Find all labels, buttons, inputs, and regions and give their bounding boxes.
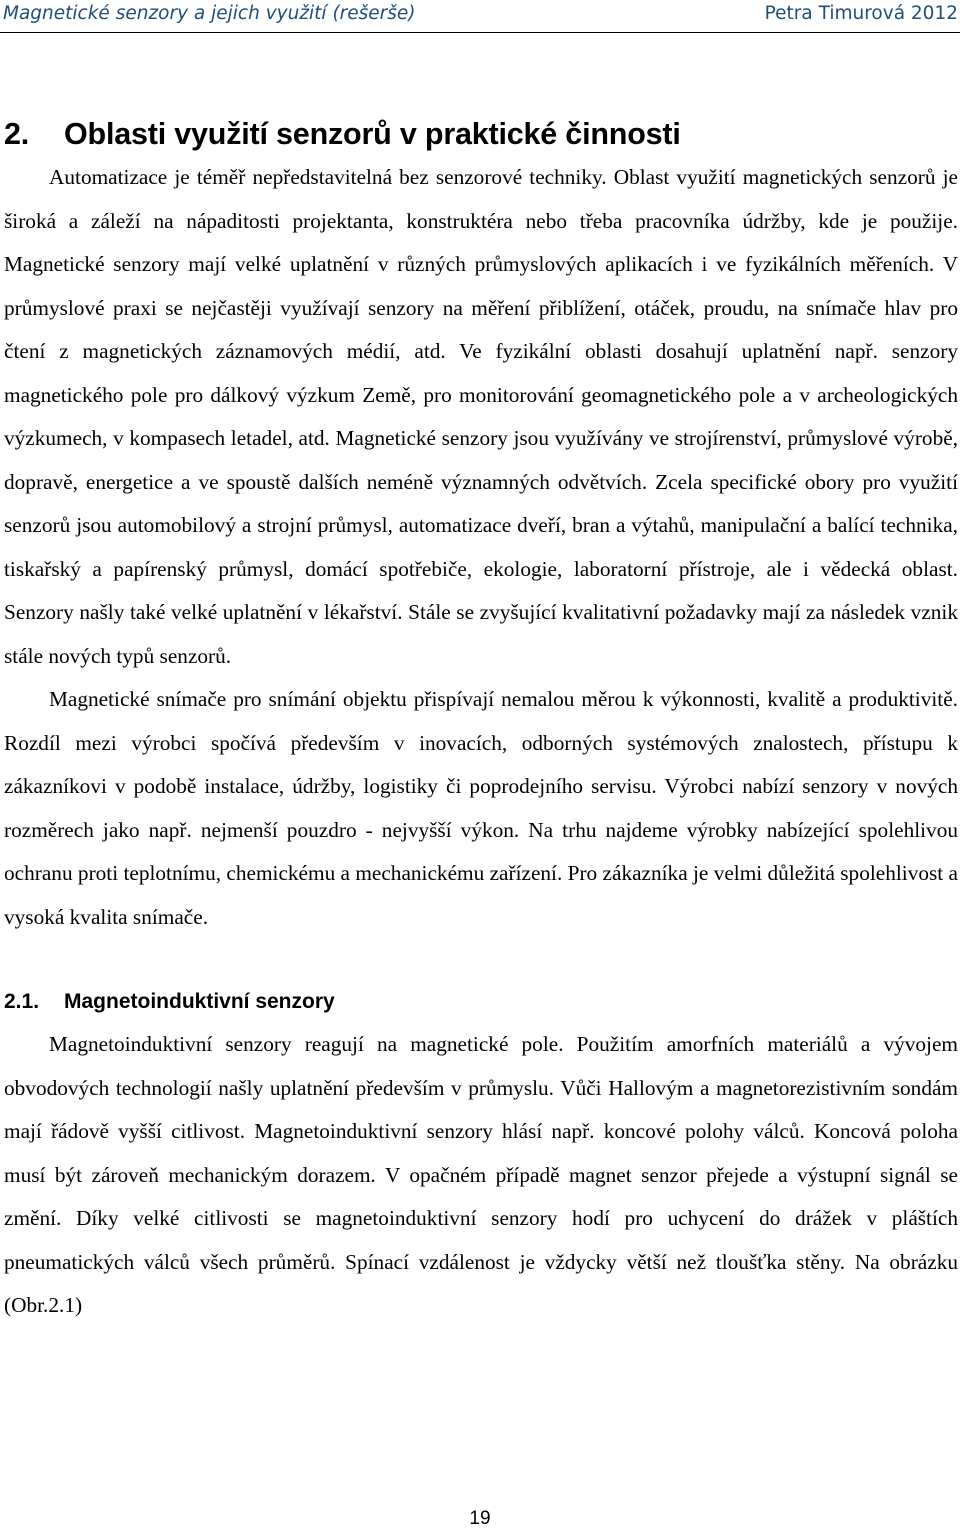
subsection-paragraph: Magnetoinduktivní senzory reagují na magnetické pole. Použitím amorfních materiálů a vývojem obvodových technologií našly uplatnění především v průmyslu. Vůči Hallovým a magnetorezistivním sondám mají řádově vyšší citlivost. Magnetoinduktivní senzory hlásí např. koncové polohy válců. Koncová poloha musí být zároveň mechanickým dorazem. V opačném případě magnet senzor přejede a výstupní signál se změní. Díky velké citlivosti se magnetoinduktivní senzory hodí pro uchycení do drážek v pláštích pneumatických válců všech průměrů. Spínací vzdálenost je vždycky větší než tloušťka stěny. Na obrázku (Obr.2.1) (4, 1032, 958, 1317)
section-paragraph-2: Magnetické snímače pro snímání objektu přispívají nemalou měrou k výkonnosti, kvalitě a produktivitě. Rozdíl mezi výrobci spočívá především v inovacích, odborných systémových znalostech, přístupu k zákazníkovi v podobě instalace, údržby, logistiky či poprodejního servisu. Výrobci nabízí senzory v nových rozměrech jako např. nejmenší pouzdro - nejvyšší výkon. Na trhu najdeme výrobky nabízející spolehlivou ochranu proti teplotnímu, chemickému a mechanickému zařízení. Pro zákazníka je velmi důležitá spolehlivost a vysoká kvalita snímače. (4, 687, 958, 929)
section-gap (4, 939, 958, 981)
section-paragraph-1: Automatizace je téměř nepředstavitelná bez senzorové techniky. Oblast využití magnetických senzorů je široká a záleží na nápaditosti projektanta, konstruktéra nebo třeba pracovníka údržby, kde je použije. Magnetické senzory mají velké uplatnění v různých průmyslových aplikacích i ve fyzikálních měřeních. V průmyslové praxi se nejčastěji využívají senzory na měření přiblížení, otáček, proudu, na snímače hlav pro čtení z magnetických záznamových médií, atd. Ve fyzikální oblasti dosahují uplatnění např. senzory magnetického pole pro dálkový výzkum Země, pro monitorování geomagnetického pole a v archeologických výzkumech, v kompasech letadel, atd. Magnetické senzory jsou využívány ve strojírenství, průmyslové výrobě, dopravě, energetice a ve spoustě dalších neméně významných odvětvích. Zcela specifické obory pro využití senzorů jsou automobilový a strojní průmysl, automatizace dveří, bran a výtahů, manipulační a balící technika, tiskařský a papírenský průmysl, domácí spotřebiče, ekologie, laboratorní přístroje, ale i vědecká oblast. Senzory našly také velké uplatnění v lékařství. Stále se zvyšující kvalitativní požadavky mají za následek vznik stále nových typů senzorů. (4, 165, 958, 668)
header-author-year: Petra Timurová 2012 (764, 3, 958, 24)
subsection-title: Magnetoinduktivní senzory (64, 990, 335, 1013)
section-title: Oblasti využití senzorů v praktické činnosti (64, 117, 681, 151)
section-number: 2. (4, 117, 30, 151)
subsection-heading (4, 981, 958, 1023)
subsection-number: 2.1. (4, 990, 40, 1013)
page-body (4, 112, 958, 1328)
section-heading (4, 112, 958, 156)
page-header (0, 0, 960, 33)
page-number: 19 (469, 1508, 491, 1529)
header-title: Magnetické senzory a jejich využití (rešerše) (3, 3, 416, 24)
